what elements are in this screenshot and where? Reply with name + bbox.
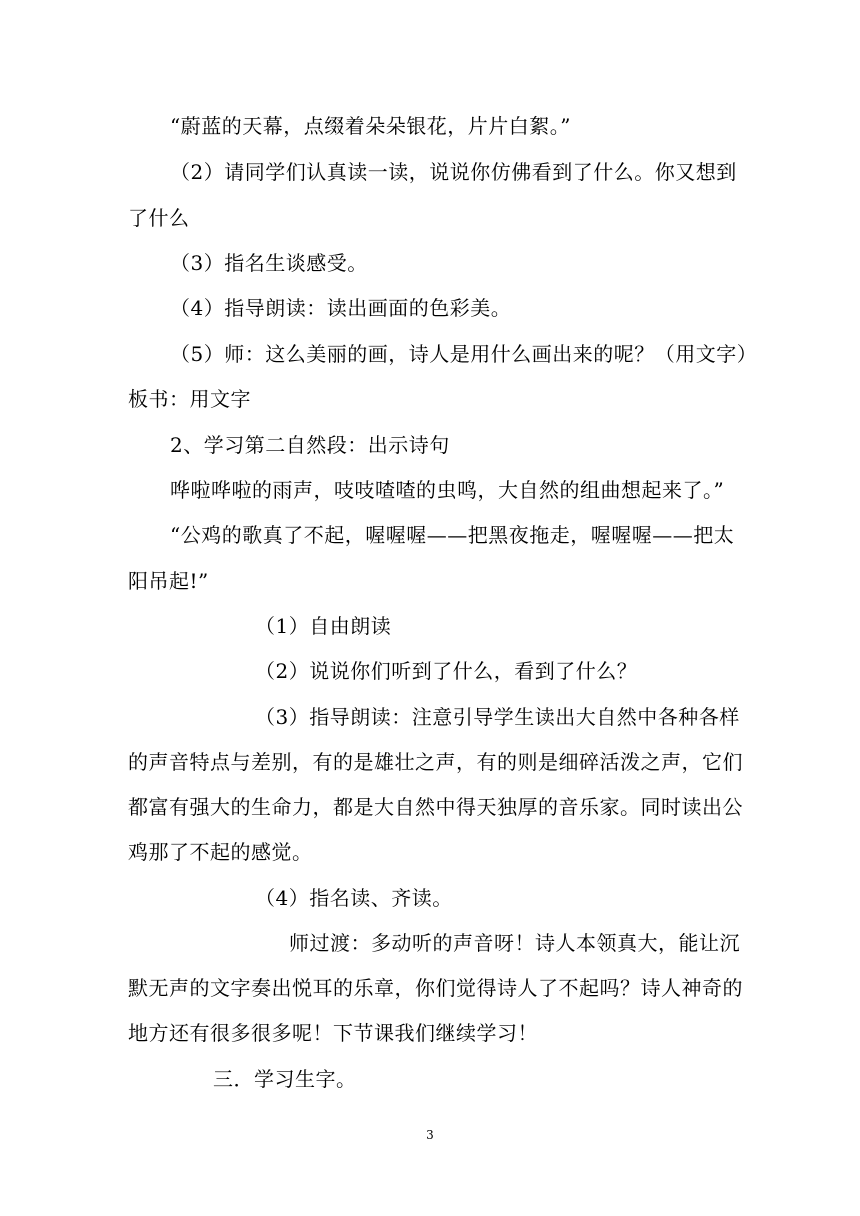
transition-line: 师过渡：多动听的声音呀！诗人本领真大，能让沉 bbox=[289, 931, 740, 955]
page-number: 3 bbox=[426, 1128, 434, 1142]
transition-continuation-2: 地方还有很多很多呢！下节课我们继续学习！ bbox=[128, 1021, 538, 1045]
section-2-heading: 2、学习第二自然段：出示诗句 bbox=[170, 433, 450, 457]
step-2-line: （2）请同学们认真读一读，说说你仿佛看到了什么。你又想到 bbox=[170, 160, 737, 184]
poem-line-2-continuation: 阳吊起!” bbox=[128, 569, 209, 593]
transition-continuation-1: 默无声的文字奏出悦耳的乐章，你们觉得诗人了不起吗？诗人神奇的 bbox=[128, 976, 743, 1000]
step-2-continuation: 了什么 bbox=[128, 206, 190, 230]
section-3-heading: 三．学习生字。 bbox=[213, 1067, 357, 1091]
quote-line-1: “蔚蓝的天幕，点缀着朵朵银花，片片白絮。” bbox=[170, 114, 571, 138]
sub-step-4-line: （4）指名读、齐读。 bbox=[255, 886, 453, 910]
board-note-line: 板书：用文字 bbox=[128, 387, 251, 411]
step-3-line: （3）指名生谈感受。 bbox=[170, 251, 368, 275]
poem-line-1: 哗啦哗啦的雨声，吱吱喳喳的虫鸣，大自然的组曲想起来了。” bbox=[170, 478, 725, 502]
sub-step-3-continuation-3: 鸡那了不起的感觉。 bbox=[128, 840, 313, 864]
sub-step-1-line: （1）自由朗读 bbox=[255, 614, 392, 638]
sub-step-3-continuation-2: 都富有强大的生命力，都是大自然中得天独厚的音乐家。同时读出公 bbox=[128, 795, 743, 819]
sub-step-3-continuation-1: 的声音特点与差别，有的是雄壮之声，有的则是细碎活泼之声，它们 bbox=[128, 750, 743, 774]
step-5-line: （5）师：这么美丽的画，诗人是用什么画出来的呢？（用文字） bbox=[170, 342, 758, 366]
step-4-line: （4）指导朗读：读出画面的色彩美。 bbox=[170, 296, 512, 320]
sub-step-2-line: （2）说说你们听到了什么，看到了什么？ bbox=[255, 659, 638, 683]
poem-line-2: “公鸡的歌真了不起，喔喔喔——把黑夜拖走，喔喔喔——把太 bbox=[170, 523, 735, 547]
sub-step-3-line: （3）指导朗读：注意引导学生读出大自然中各种各样 bbox=[255, 705, 740, 729]
